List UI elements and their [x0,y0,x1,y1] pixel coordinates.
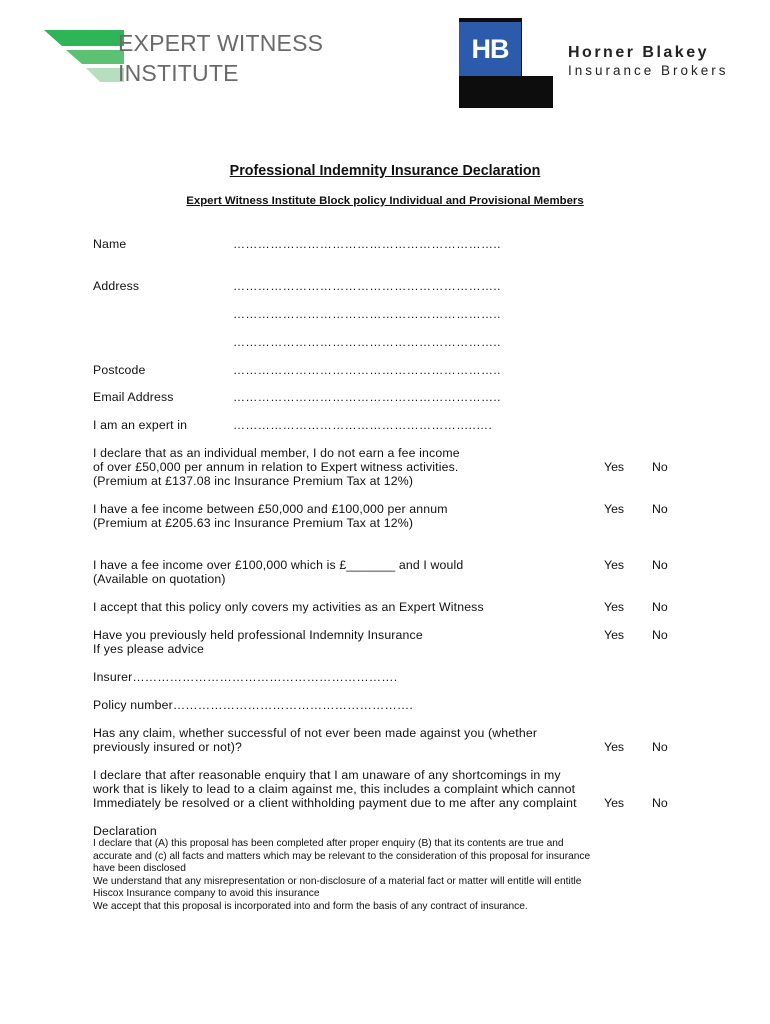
ewi-logo-line2: INSTITUTE [118,60,239,86]
address-field-line1[interactable]: ……………………………………………………….. [233,279,501,293]
declaration-line-6: We accept that this proposal is incorporated into and form the basis of any contract of insurance. [93,901,528,912]
declaration-line-5: Hiscox Insurance company to avoid this insurance [93,888,320,900]
expert-in-field[interactable]: …………………………………………………..…. [233,418,493,432]
page-subtitle: Expert Witness Institute Block policy Individual and Provisional Members [186,195,584,207]
policy-number-field[interactable]: Policy number…………………………………………………. [93,698,413,712]
name-field[interactable]: ……………………………………………………….. [233,237,501,251]
question-shortcomings-line2: work that is likely to lead to a claim against me, this includes a complaint which cannot [93,782,576,796]
q3-yes-option[interactable]: Yes [604,558,625,572]
hb-logo-white-notch [522,18,553,76]
ewi-logo [30,22,350,94]
hb-logo-name: Horner Blakey [568,44,709,61]
declaration-line-1: I declare that (A) this proposal has been completed after proper enquiry (B) that its contents are true and [93,838,564,849]
q5-no-option[interactable]: No [652,628,668,642]
ewi-logo-line1: EXPERT WITNESS [118,30,324,56]
insurer-field[interactable]: Insurer………………………………………………………. [93,670,398,684]
declaration-heading: Declaration [93,824,157,838]
declaration-line-4: We understand that any misrepresentation or non-disclosure of a material fact or matter will entitle will entitle [93,875,582,887]
q7-yes-option[interactable]: Yes [604,796,625,810]
question-fee-50k-100k-line2: (Premium at £205.63 inc Insurance Premium Tax at 12%) [93,516,414,530]
question-previous-claims-line1: Has any claim, whether successful of not ever been made against you (whether [93,726,538,740]
question-fee-under-50k-line2: of over £50,000 per annum in relation to Expert witness activities. [93,460,459,474]
question-fee-under-50k-line1: I declare that as an individual member, I do not earn a fee income [93,446,460,460]
q6-no-option[interactable]: No [652,740,668,754]
q6-yes-option[interactable]: Yes [604,740,625,754]
q1-no-option[interactable]: No [652,460,668,474]
q1-yes-option[interactable]: Yes [604,460,625,474]
question-fee-under-50k-line3: (Premium at £137.08 inc Insurance Premium Tax at 12%) [93,474,414,488]
name-label: Name [93,237,127,251]
hb-logo-subtitle: Insurance Brokers [568,63,729,78]
question-fee-50k-100k-line1: I have a fee income between £50,000 and £100,000 per annum [93,502,448,516]
q4-yes-option[interactable]: Yes [604,600,625,614]
question-fee-over-100k-line1: I have a fee income over £100,000 which is £_______ and I would [93,558,464,572]
hb-logo-blue-block [459,22,521,76]
declaration-line-2: accurate and (c) all facts and matters which may be relevant to the consideration of this proposal for insurance [93,850,591,862]
hb-logo-mark: HB [471,33,509,64]
q3-no-option[interactable]: No [652,558,668,572]
postcode-field[interactable]: ……………………………………………………….. [233,363,501,377]
question-shortcomings-line1: I declare that after reasonable enquiry that I am unaware of any shortcomings in my [93,768,561,782]
question-previous-insurance-line1: Have you previously held professional Indemnity Insurance [93,628,423,642]
postcode-label: Postcode [93,363,146,377]
q5-yes-option[interactable]: Yes [604,628,625,642]
address-label: Address [93,279,140,293]
address-field-line2[interactable]: ……………………………………………………….. [233,307,501,321]
question-previous-insurance-line2: If yes please advice [93,642,204,656]
q2-no-option[interactable]: No [652,502,668,516]
email-label: Email Address [93,390,174,404]
question-previous-claims-line2: previously insured or not)? [93,740,242,754]
address-field-line3[interactable]: ……………………………………………………….. [233,335,501,349]
q4-no-option[interactable]: No [652,600,668,614]
q7-no-option[interactable]: No [652,796,668,810]
declaration-line-3: have been disclosed [93,863,186,875]
email-field[interactable]: ……………………………………………………….. [233,390,501,404]
page-title: Professional Indemnity Insurance Declaration [229,163,541,179]
question-expert-witness-only: I accept that this policy only covers my activities as an Expert Witness [93,600,484,614]
question-fee-over-100k-line2: (Available on quotation) [93,572,226,586]
question-shortcomings-line3: Immediately be resolved or a client withholding payment due to me after any complaint [93,796,577,810]
q2-yes-option[interactable]: Yes [604,502,625,516]
expert-in-label: I am an expert in [93,418,188,432]
hb-logo [456,18,756,110]
